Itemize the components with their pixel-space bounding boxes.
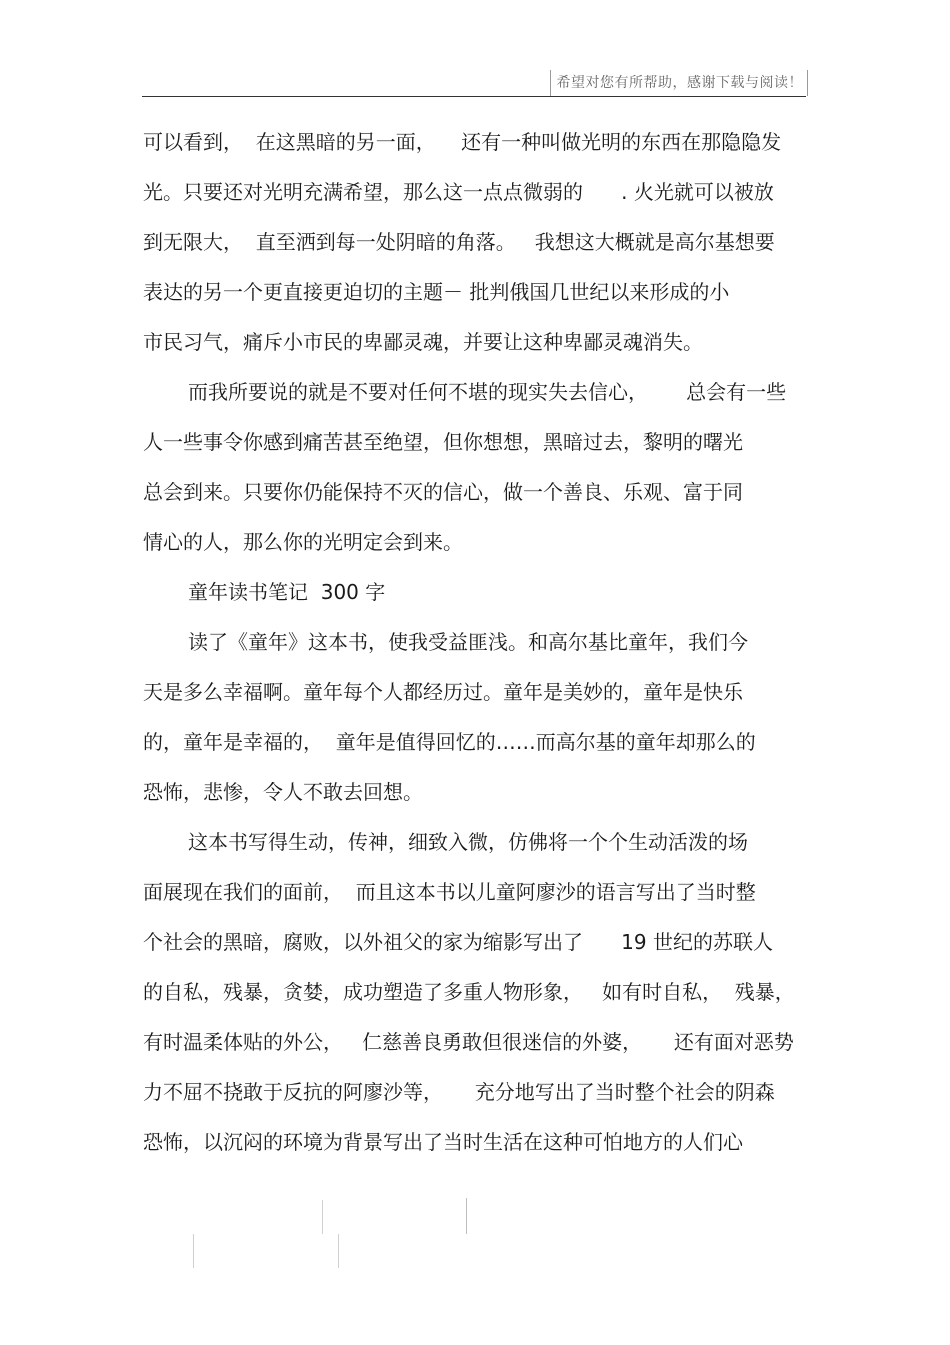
text-line: 光。只要还对光明充满希望，那么这一点点微弱的 . 火光就可以被放	[143, 180, 774, 204]
section-title: 童年读书笔记 300 字	[188, 580, 386, 604]
text-line: 到无限大， 直至洒到每一处阴暗的角落。 我想这大概就是高尔基想要	[143, 230, 775, 254]
text-line: 表达的另一个更直接更迫切的主题－ 批判俄国几世纪以来形成的小	[143, 280, 730, 304]
frame-mark	[466, 1198, 467, 1234]
text-line: 面展现在我们的面前， 而且这本书以儿童阿廖沙的语言写出了当时整	[143, 880, 756, 904]
text-line: 有时温柔体贴的外公， 仁慈善良勇敢但很迷信的外婆， 还有面对恶势	[143, 1030, 794, 1054]
text-line: 可以看到， 在这黑暗的另一面， 还有一种叫做光明的东西在那隐隐发	[143, 130, 782, 154]
text-line: 而我所要说的就是不要对任何不堪的现实失去信心， 总会有一些	[188, 380, 787, 404]
frame-mark	[193, 1234, 194, 1268]
text-line: 情心的人，那么你的光明定会到来。	[143, 530, 463, 554]
text-line: 个社会的黑暗，腐败，以外祖父的家为缩影写出了 19 世纪的苏联人	[143, 930, 773, 954]
text-line: 总会到来。只要你仍能保持不灭的信心，做一个善良、乐观、富于同	[143, 480, 743, 504]
frame-mark	[322, 1200, 323, 1234]
text-line: 恐怖，以沉闷的环境为背景写出了当时生活在这种可怕地方的人们心	[143, 1130, 743, 1154]
text-line: 人一些事令你感到痛苦甚至绝望，但你想想，黑暗过去，黎明的曙光	[143, 430, 743, 454]
text-line: 天是多么幸福啊。童年每个人都经历过。童年是美妙的，童年是快乐	[143, 680, 743, 704]
text-line: 读了《童年》这本书，使我受益匪浅。和高尔基比童年，我们今	[188, 630, 748, 654]
text-line: 的，童年是幸福的， 童年是值得回忆的……而高尔基的童年却那么的	[143, 730, 756, 754]
header-rule	[142, 96, 806, 97]
page-header	[0, 0, 950, 100]
text-line: 市民习气，痛斥小市民的卑鄙灵魂，并要让这种卑鄙灵魂消失。	[143, 330, 703, 354]
text-line: 恐怖，悲惨，令人不敢去回想。	[143, 780, 423, 804]
text-line: 的自私，残暴，贪婪，成功塑造了多重人物形象， 如有时自私， 残暴，	[143, 980, 795, 1004]
text-line: 这本书写得生动，传神，细致入微，仿佛将一个个生动活泼的场	[188, 830, 748, 854]
text-line: 力不屈不挠敢于反抗的阿廖沙等， 充分地写出了当时整个社会的阴森	[143, 1080, 775, 1104]
header-banner: 希望对您有所帮助，感谢下载与阅读！	[550, 70, 809, 96]
frame-mark	[338, 1234, 339, 1268]
